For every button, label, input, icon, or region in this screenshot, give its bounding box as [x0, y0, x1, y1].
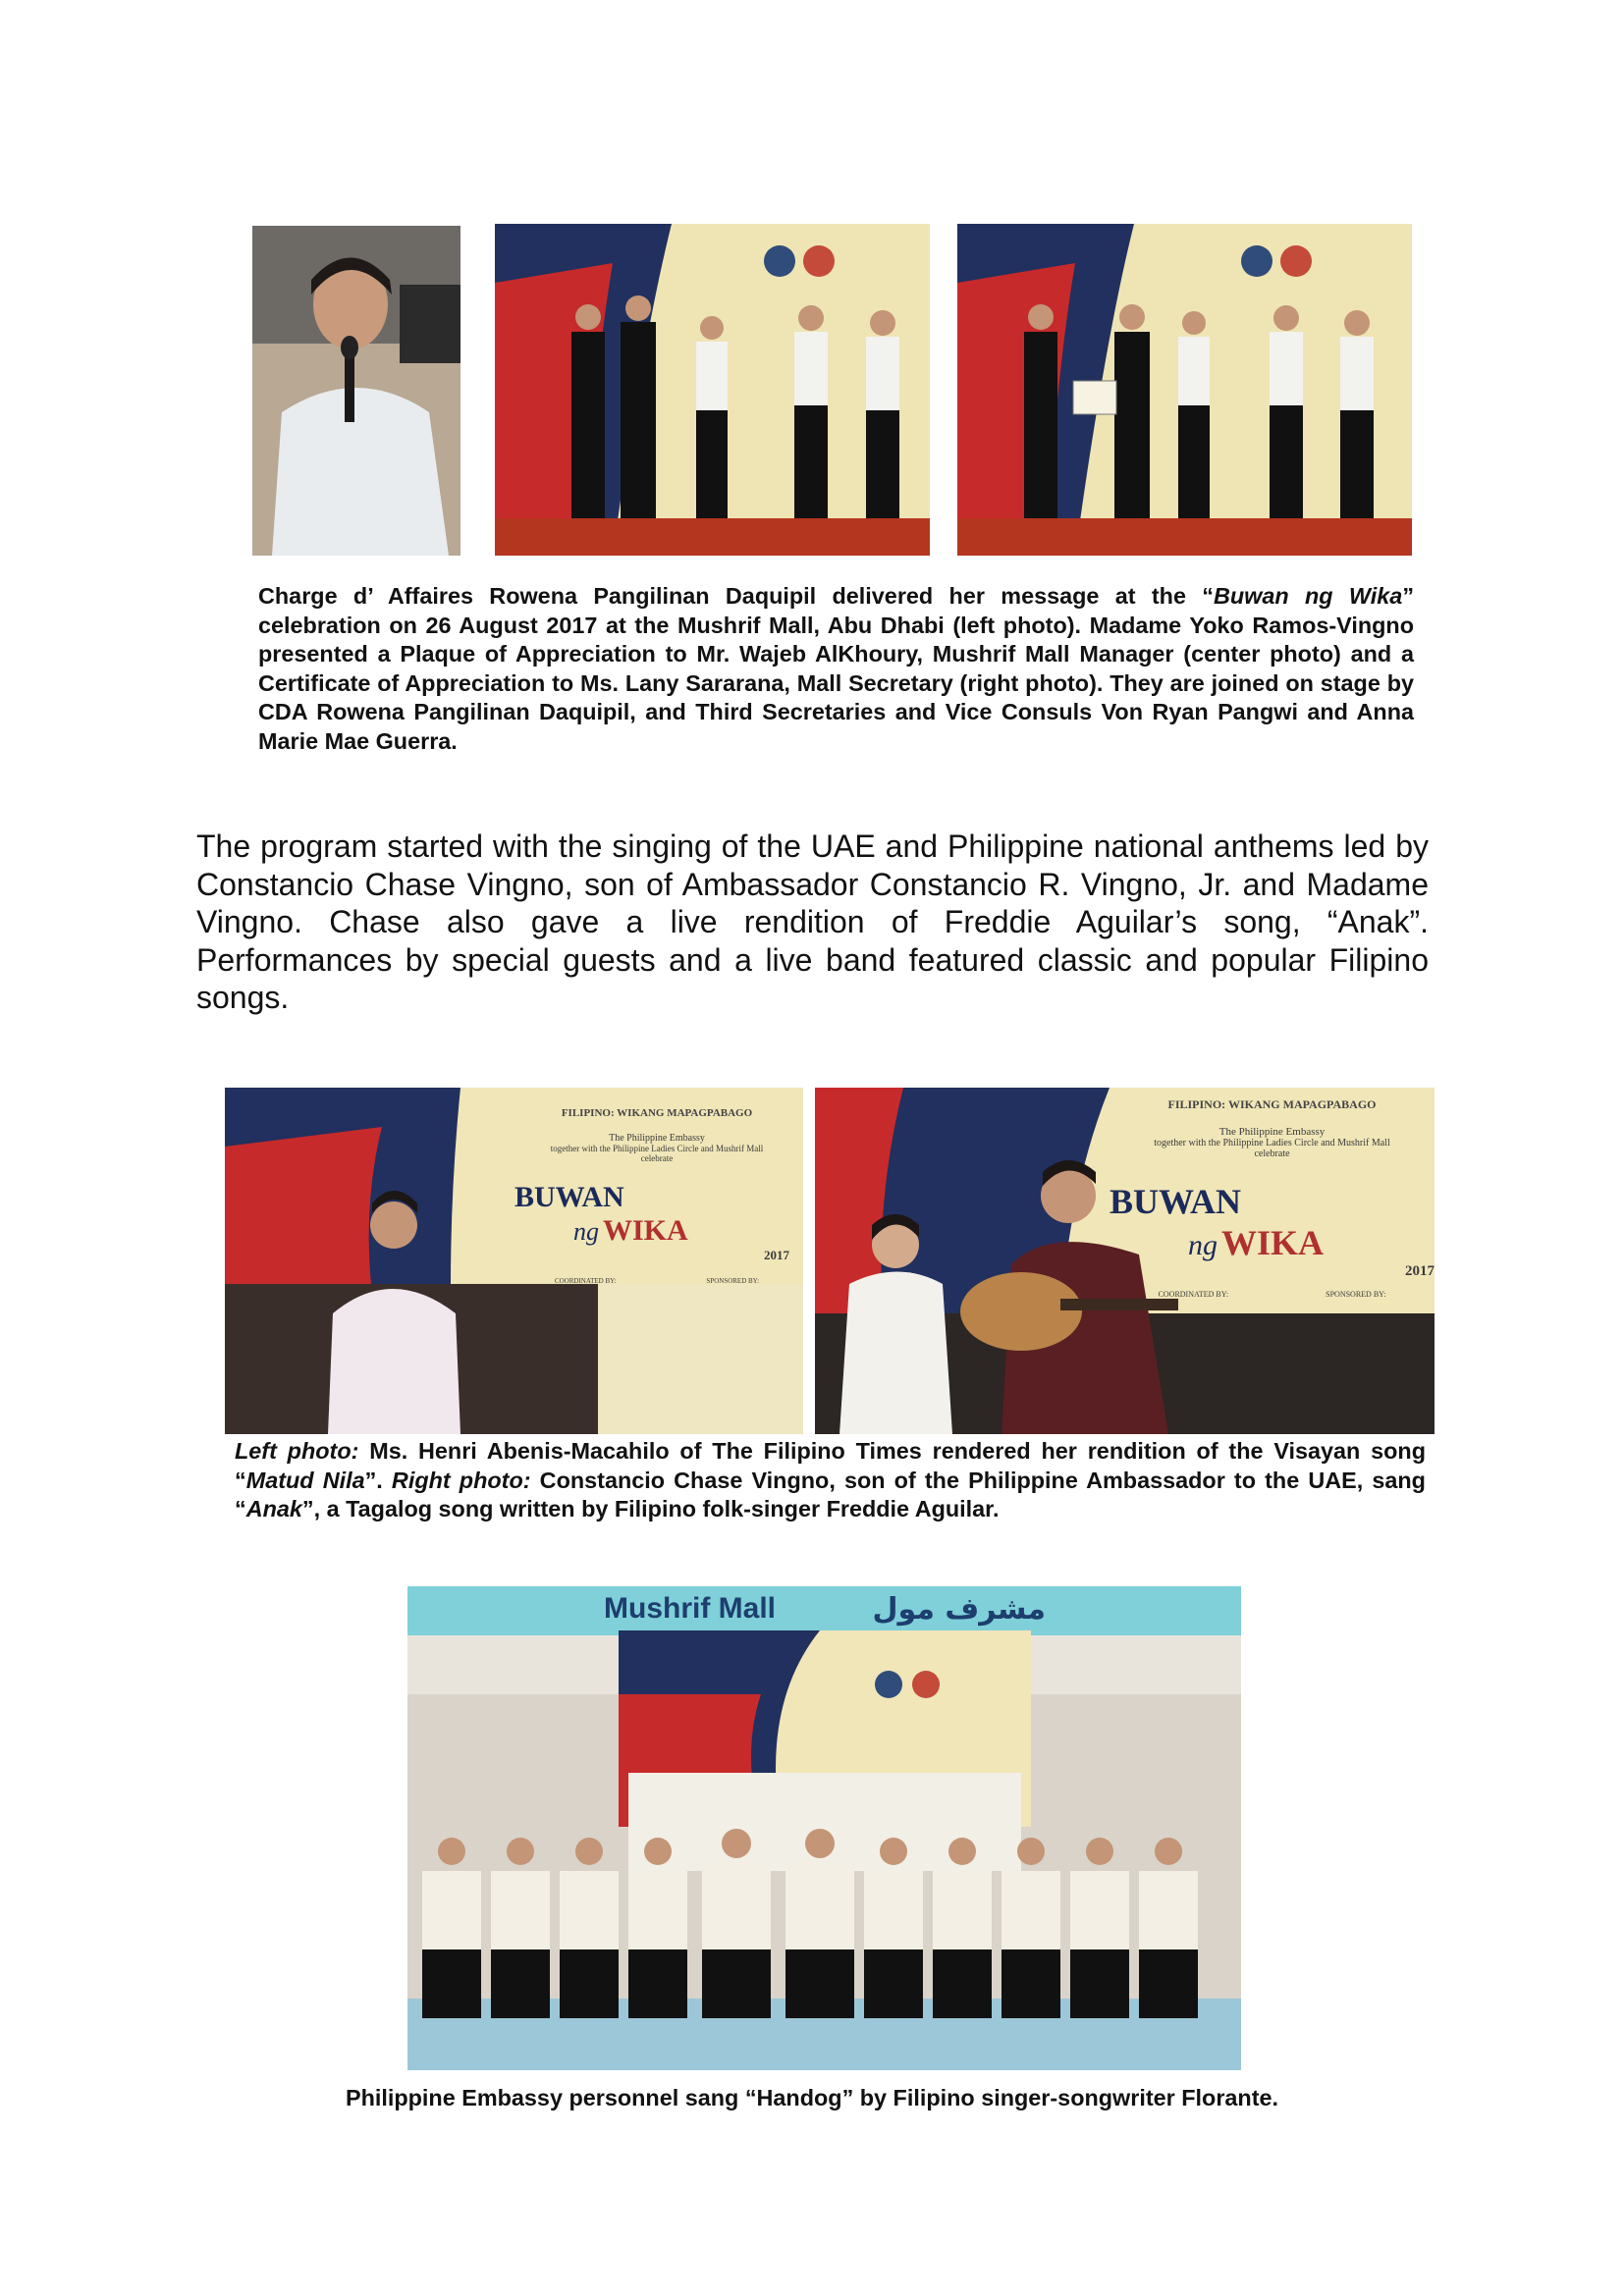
caption2-left-label: Left photo: [235, 1438, 359, 1464]
photo-singer-left [225, 1088, 803, 1434]
banner-left-title3: WIKA [603, 1214, 688, 1247]
banner-right-year: 2017 [1405, 1263, 1435, 1279]
banner-left-title2: ng [573, 1217, 599, 1246]
caption-choir: Philippine Embassy personnel sang “Handog” by Filipino singer-songwriter Florante. [345, 2085, 1279, 2110]
choir-photo-graphic [407, 1586, 1241, 2070]
banner-left-theme: FILIPINO: WIKANG MAPAGPABAGO [561, 1107, 753, 1119]
caption2-text-a: Ms. Henri Abenis-Macahilo of The Filipino Times rendered her rendition of the Visayan song “ [235, 1438, 1427, 1493]
program-paragraph: The program started with the singing of the UAE and Philippine national anthems led by Constancio Chase Vingno, son of Ambassador Constancio R. Vingno, Jr. and Madame Vingno. Chase also gave a live rendition of Freddie Aguilar’s song, “Anak”. Performances by special guests and a live band featured classic and popular Filipino songs. [196, 828, 1429, 1015]
caption1-text-b: ” celebration on 26 August 2017 at the Mushrif Mall, Abu Dhabi (left photo). Madame Yoko Ramos-Vingno presented a Plaque of Appreciation to Mr. Wajeb AlKhoury, Mushrif Mall Manager (center photo) and a Certificate of Appreciation to Ms. Lany Sararana, Mall Secretary (right photo). They are joined on stage by CDA Rowena Pangilinan Daquipil, and Third Secretaries and Vice Consuls Von Ryan Pangwi and Anna Marie Mae Guerra. [258, 583, 1415, 754]
caption2-text-b: ”. [364, 1467, 392, 1493]
banner-left-title1: BUWAN [514, 1181, 624, 1213]
banner-right-theme: FILIPINO: WIKANG MAPAGPABAGO [1167, 1097, 1377, 1111]
photo-certificate [957, 224, 1412, 556]
photo-singer-right [815, 1088, 1435, 1434]
banner-right-credits [1110, 1290, 1435, 1299]
banner-right-title3: WIKA [1221, 1223, 1325, 1262]
banner-left-sponsored: SPONSORED BY: [706, 1277, 760, 1285]
banner-right-celebrate: celebrate [1254, 1148, 1290, 1159]
banner-right-sponsored: SPONSORED BY: [1326, 1290, 1386, 1299]
banner-left-title-row [510, 1214, 803, 1248]
caption2-italic-a: Matud Nila [245, 1467, 365, 1493]
banner-left-host: The Philippine Embassy [609, 1133, 705, 1144]
banner-left-year: 2017 [764, 1248, 789, 1262]
photo-choir [407, 1586, 1241, 2070]
banner-right-coordinated: COORDINATED BY: [1158, 1290, 1229, 1299]
banner-left-celebrate: celebrate [640, 1153, 674, 1163]
banner-left [510, 1107, 803, 1285]
banner-right-host: The Philippine Embassy [1218, 1126, 1326, 1138]
caption2-text-d: ”, a Tagalog song written by Filipino folk-singer Freddie Aguilar. [301, 1496, 1000, 1522]
certificate-photo-graphic [957, 224, 1412, 556]
banner-right-title2: ng [1188, 1229, 1218, 1261]
caption2-right-label: Right photo: [391, 1467, 531, 1493]
mall-sign-en: Mushrif Mall [604, 1592, 777, 1625]
photo-plaque [495, 224, 930, 556]
banner-left-credits [510, 1277, 803, 1285]
caption2-text-c: Constancio Chase Vingno, son of the Philippine Ambassador to the UAE, sang “ [235, 1467, 1426, 1522]
caption1-italic: Buwan ng Wika [1214, 583, 1403, 609]
caption1-text-a: Charge d’ Affaires Rowena Pangilinan Daquipil delivered her message at the “ [258, 583, 1214, 609]
banner-right-title-row [1110, 1222, 1435, 1263]
mall-sign-ar: مشرف مول [872, 1592, 1046, 1627]
plaque-photo-graphic [495, 224, 930, 556]
banner-right-partner: together with the Philippine Ladies Circle and Mushrif Mall [1154, 1138, 1390, 1148]
photo-speaker [252, 226, 460, 556]
caption-row2 [235, 1437, 1426, 1524]
banner-left-coordinated: COORDINATED BY: [554, 1277, 617, 1285]
caption-row1 [258, 582, 1414, 756]
caption2-italic-b: Anak [245, 1496, 302, 1522]
mall-sign [604, 1592, 1046, 1627]
banner-left-partner: together with the Philippine Ladies Circle and Mushrif Mall [550, 1144, 764, 1153]
banner-right [1110, 1097, 1435, 1299]
banner-right-title1: BUWAN [1110, 1182, 1242, 1221]
speaker-photo-graphic [252, 226, 460, 556]
